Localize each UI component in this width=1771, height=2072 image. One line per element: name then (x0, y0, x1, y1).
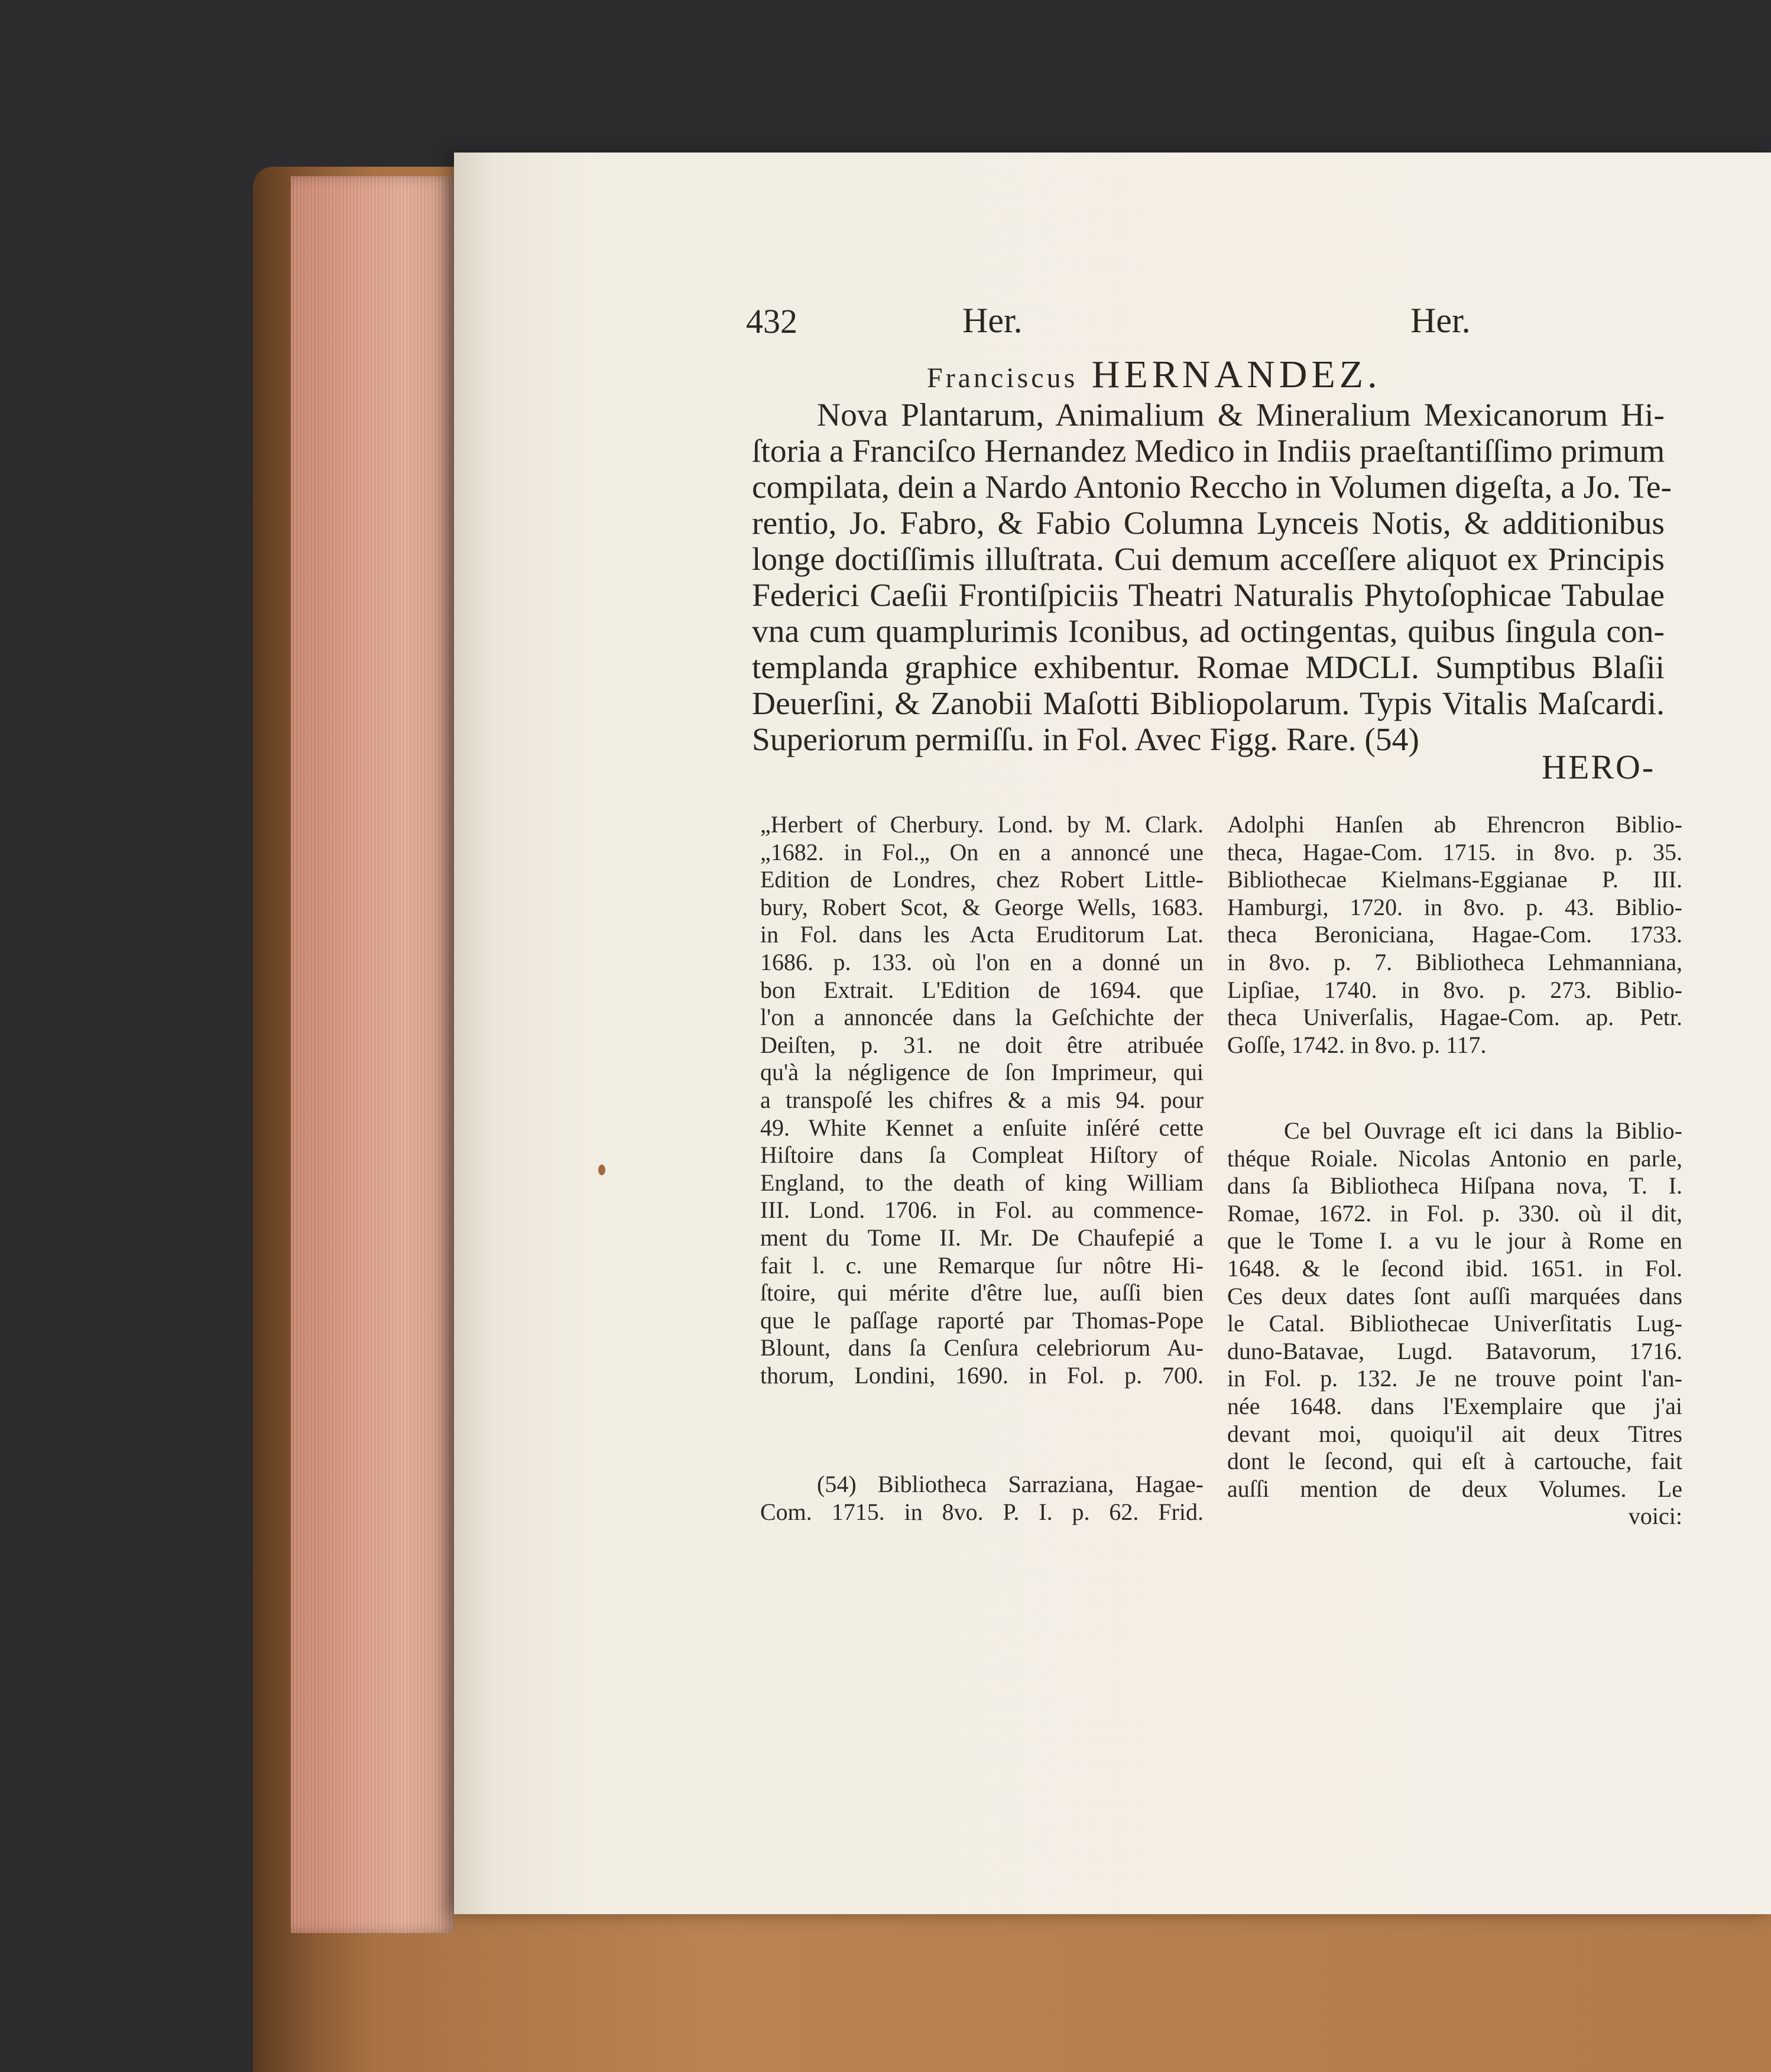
right-line: Bibliothecae Kielmans-Eggianae P. III. (1227, 866, 1682, 893)
left-column-text (760, 811, 1204, 1389)
footnote-line: Com. 1715. in 8vo. P. I. p. 62. Frid. (760, 1498, 1204, 1525)
left-line: thorum, Londini, 1690. in Fol. p. 700. (760, 1361, 1204, 1389)
entry-line: Federici Caeſii Frontiſpiciis Theatri Naturalis Phytoſophicae Tabulae (752, 578, 1665, 614)
right-line: dans ſa Bibliotheca Hiſpana nova, T. I. (1227, 1172, 1682, 1199)
left-line: in Fol. dans les Acta Eruditorum Lat. (760, 921, 1204, 948)
entry-line: Superiorum permiſſu. in Fol. Avec Figg. Rare. (54) (752, 722, 1419, 758)
entry-title (927, 352, 1381, 397)
right-line: theca Beroniciana, Hagae-Com. 1733. (1227, 921, 1682, 948)
footnote-line: (54) Bibliotheca Sarraziana, Hagae- (817, 1471, 1204, 1497)
entry-line: Nova Plantarum, Animalium & Mineralium Mexicanorum Hi- (817, 397, 1665, 433)
right-line: devant moi, quoiqu'il ait deux Titres (1227, 1420, 1682, 1447)
right-line: Goſſe, 1742. in 8vo. p. 117. (1227, 1031, 1487, 1058)
right-line: le Catal. Bibliothecae Univerſitatis Lug- (1227, 1310, 1682, 1337)
left-line: fait l. c. une Remarque ſur nôtre Hi- (760, 1251, 1204, 1279)
left-line: 49. White Kennet a enſuite inſéré cette (760, 1114, 1204, 1141)
right-line: Lipſiae, 1740. in 8vo. p. 273. Biblio- (1227, 976, 1682, 1003)
left-line: 1686. p. 133. où l'on en a donné un (760, 948, 1204, 975)
entry-line: vna cum quamplurimis Iconibus, ad octingentas, quibus ſingula con- (752, 614, 1665, 650)
left-line: l'on a annoncée dans la Geſchichte der (760, 1004, 1204, 1031)
left-line: Deiſten, p. 31. ne doit être atribuée (760, 1031, 1204, 1058)
right-line: théque Roiale. Nicolas Antonio en parle, (1227, 1144, 1682, 1172)
left-line: ſtoire, qui mérite d'être lue, auſſi bien (760, 1279, 1204, 1306)
entry-line: Deuerſini, & Zanobii Maſotti Bibliopolarum. Typis Vitalis Maſcardi. (752, 686, 1665, 722)
left-line: Hiſtoire dans ſa Compleat Hiſtory of (760, 1142, 1204, 1169)
footnote-54 (760, 1471, 1204, 1526)
left-line: „1682. in Fol.„ On en a annoncé une (760, 838, 1204, 865)
left-line: III. Lond. 1706. in Fol. au commence- (760, 1196, 1204, 1224)
left-line: a transpoſé les chifres & a mis 94. pour (760, 1086, 1204, 1113)
left-line: qu'à la négligence de ſon Imprimeur, qui (760, 1059, 1204, 1086)
right-line: Ces deux dates ſont auſſi marquées dans (1227, 1282, 1682, 1309)
right-column-commentary (1227, 1117, 1682, 1531)
left-line: England, to the death of king William (760, 1169, 1204, 1196)
entry-line: longe doctiſſimis illuſtrata. Cui demum acceſſere aliquot ex Principis (752, 541, 1665, 578)
right-column-bibliography (1227, 811, 1682, 1059)
left-line: Edition de Londres, chez Robert Little- (760, 866, 1204, 893)
running-head-right: Her. (1410, 301, 1471, 340)
left-line: bury, Robert Scot, & George Wells, 1683. (760, 893, 1204, 920)
left-line: „Herbert of Cherbury. Lond. by M. Clark. (760, 811, 1204, 838)
entry-title-last: HERNANDEZ. (1091, 353, 1381, 396)
right-line: née 1648. dans l'Exemplaire que j'ai (1227, 1392, 1682, 1419)
catchword: HERO- (1542, 748, 1656, 786)
right-line: theca Univerſalis, Hagae-Com. ap. Petr. (1227, 1004, 1682, 1031)
page-number: 432 (746, 302, 797, 341)
left-line: Blount, dans ſa Cenſura celebriorum Au- (760, 1334, 1204, 1361)
entry-line: ſtoria a Franciſco Hernandez Medico in Indiis praeſtantiſſimo primum (752, 433, 1665, 469)
right-line: duno-Batavae, Lugd. Batavorum, 1716. (1227, 1337, 1682, 1364)
right-line: que le Tome I. a vu le jour à Rome en (1227, 1227, 1682, 1254)
right-line: in Fol. p. 132. Je ne trouve point l'an- (1227, 1365, 1682, 1392)
entry-line: compilata, dein a Nardo Antonio Reccho in Volumen digeſta, a Jo. Te- (752, 469, 1672, 505)
entry-line: templanda graphice exhibentur. Romae MDCLI. Sumptibus Blaſii (752, 650, 1665, 686)
right-line: 1648. & le ſecond ibid. 1651. in Fol. (1227, 1254, 1682, 1282)
paper-fleck (598, 1165, 605, 1175)
left-line: que le paſſage raporté par Thomas-Pope (760, 1306, 1204, 1334)
entry-line: rentio, Jo. Fabro, & Fabio Columna Lynceis Notis, & additionibus (752, 505, 1665, 541)
running-head-left: Her. (962, 301, 1023, 340)
right-line: in 8vo. p. 7. Bibliotheca Lehmanniana, (1227, 948, 1682, 975)
entry-title-first: Franciscus (927, 362, 1078, 394)
page-edges (291, 176, 454, 1933)
right-line: theca, Hagae-Com. 1715. in 8vo. p. 35. (1227, 838, 1682, 865)
right-line: voici: (1628, 1503, 1682, 1530)
right-line: Ce bel Ouvrage eſt ici dans la Biblio- (1284, 1117, 1682, 1144)
left-line: ment du Tome II. Mr. De Chaufepié a (760, 1224, 1204, 1251)
right-line: dont le ſecond, qui eſt à cartouche, fait (1227, 1448, 1682, 1475)
right-line: auſſi mention de deux Volumes. Le (1227, 1475, 1682, 1502)
entry-description (752, 397, 1672, 758)
right-line: Romae, 1672. in Fol. p. 330. où il dit, (1227, 1199, 1682, 1227)
right-line: Hamburgi, 1720. in 8vo. p. 43. Biblio- (1227, 893, 1682, 920)
right-line: Adolphi Hanſen ab Ehrencron Biblio- (1227, 811, 1682, 838)
left-line: bon Extrait. L'Edition de 1694. que (760, 976, 1204, 1003)
